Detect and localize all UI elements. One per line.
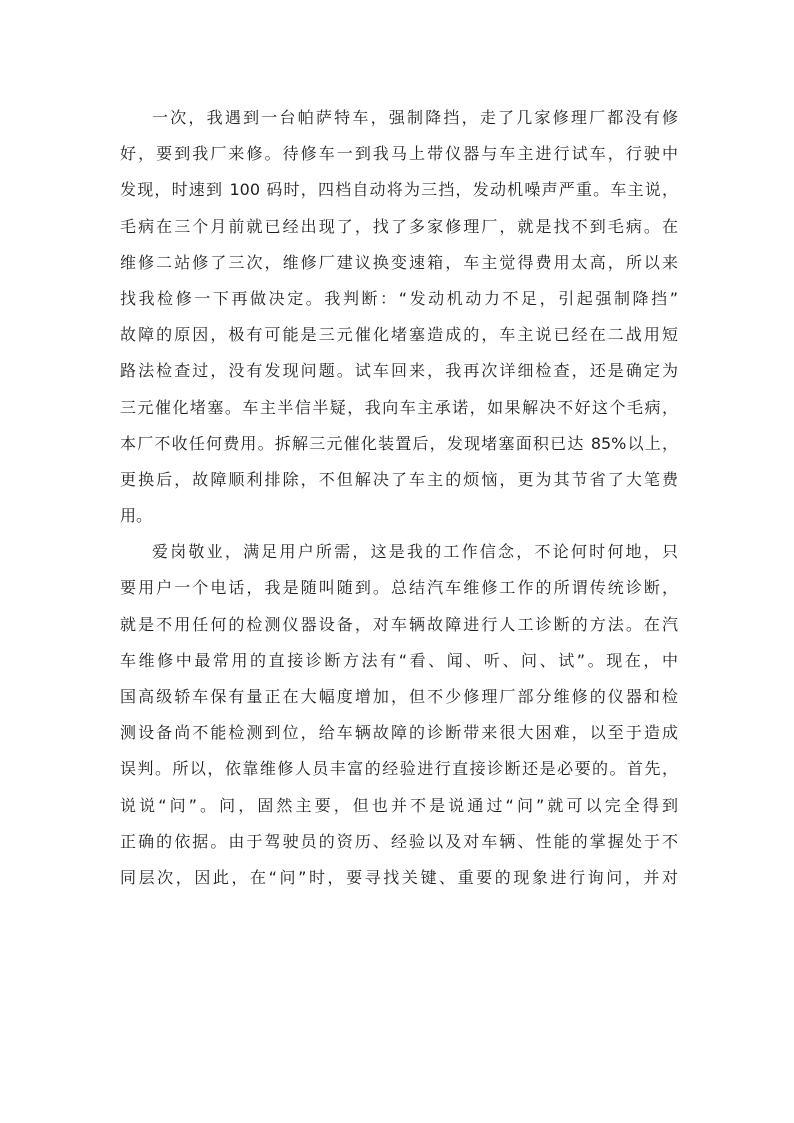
- paragraph-line: 发现，时速到 100 码时，四档自动将为三挡，发动机噪声严重。车主说，: [120, 180, 678, 200]
- paragraph-line: 维修二站修了三次，维修厂建议换变速箱，车主觉得费用太高，所以来: [120, 252, 678, 272]
- paragraph-line: 一次，我遇到一台帕萨特车，强制降挡，走了几家修理厂都没有修: [152, 108, 678, 127]
- paragraph-line: 说说“问”。问，固然主要，但也并不是说通过“问”就可以完全得到: [120, 795, 678, 815]
- paragraph-line: 故障的原因，极有可能是三元催化堵塞造成的，车主说已经在二战用短: [120, 325, 678, 345]
- paragraph-line: 毛病在三个月前就已经出现了，找了多家修理厂，就是找不到毛病。在: [120, 216, 678, 236]
- paragraph-line: 找我检修一下再做决定。我判断：“发动机动力不足，引起强制降挡”: [120, 288, 678, 308]
- paragraph-line: 三元催化堵塞。车主半信半疑，我向车主承诺，如果解决不好这个毛病，: [120, 397, 678, 417]
- paragraph-2: [120, 534, 678, 896]
- paragraph-line: 同层次，因此，在“问”时，要寻找关键、重要的现象进行询问，并对: [120, 867, 678, 887]
- paragraph-line: 爱岗敬业，满足用户所需，这是我的工作信念，不论何时何地，只: [152, 542, 678, 562]
- paragraph-1: [120, 100, 678, 534]
- paragraph-line: 用。: [120, 506, 153, 526]
- paragraph-line: 测设备尚不能检测到位，给车辆故障的诊断带来很大困难，以至于造成: [120, 723, 678, 743]
- paragraph-line: 好，要到我厂来修。待修车一到我马上带仪器与车主进行试车，行驶中: [120, 144, 678, 164]
- paragraph-line: 路法检查过，没有发现问题。试车回来，我再次详细检查，还是确定为: [120, 361, 678, 381]
- paragraph-line: 误判。所以，依靠维修人员丰富的经验进行直接诊断还是必要的。首先，: [120, 759, 678, 779]
- paragraph-line: 国高级轿车保有量正在大幅度增加，但不少修理厂部分维修的仪器和检: [120, 687, 678, 706]
- paragraph-line: 就是不用任何的检测仪器设备，对车辆故障进行人工诊断的方法。在汽: [120, 614, 678, 634]
- paragraph-line: 正确的依据。由于驾驶员的资历、经验以及对车辆、性能的掌握处于不: [120, 831, 678, 851]
- paragraph-line: 更换后，故障顺利排除，不但解决了车主的烦恼，更为其节省了大笔费: [120, 469, 678, 489]
- document-body: [120, 100, 678, 896]
- paragraph-line: 车维修中最常用的直接诊断方法有“看、闻、听、问、试”。现在，中: [120, 650, 678, 670]
- paragraph-line: 本厂不收任何费用。拆解三元催化装置后，发现堵塞面积已达 85%以上，: [120, 433, 678, 453]
- paragraph-line: 要用户一个电话，我是随叫随到。总结汽车维修工作的所谓传统诊断，: [120, 578, 678, 598]
